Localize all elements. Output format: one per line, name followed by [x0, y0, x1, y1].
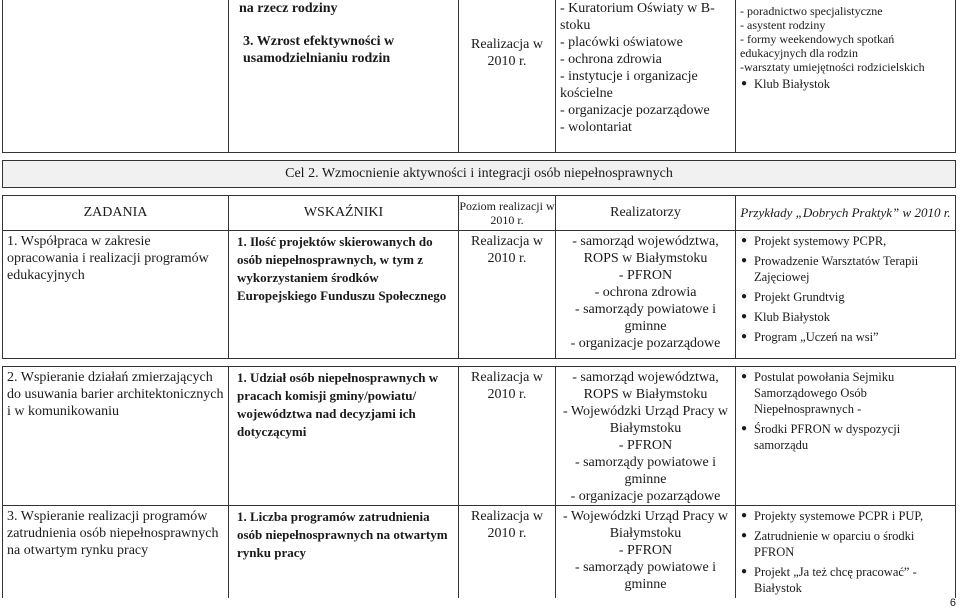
executors-cell — [556, 230, 736, 358]
header-row — [3, 195, 956, 230]
list-item: - PFRON — [618, 542, 673, 558]
list-item: ● Prowadzenie Warsztatów Terapii Zajęciowej — [740, 253, 951, 285]
list-item: ● Klub Białystok — [740, 309, 951, 325]
indicator-text-2: 3. Wzrost efektywności w usamodzielnianiu rodzin — [243, 34, 395, 66]
list-item: ● Postulat powołania Sejmiku Samorządowego Osób Niepełnosprawnych - — [740, 369, 951, 417]
task-text: 1. Współpraca w zakresie opracowania i realizacji programów edukacyjnych — [7, 233, 209, 283]
table-row — [3, 505, 956, 598]
table-row — [3, 366, 956, 505]
list-item: - PFRON — [618, 437, 673, 453]
goal-title: Cel 2. Wzmocnienie aktywności i integracji osób niepełnosprawnych — [3, 160, 956, 187]
indicator-text: 1. Udział osób niepełnosprawnych w pracach komisji gminy/powiatu/ województwa nad decyzjami ich dotyczącymi — [237, 369, 439, 439]
list-item: - ochrona zdrowia — [560, 52, 662, 67]
list-item: - Kuratorium Oświaty w B-stoku — [560, 1, 715, 33]
list-item: - organizacje pozarządowe — [570, 335, 721, 351]
list-item: - samorządy powiatowe i gminne — [574, 559, 717, 592]
list-item: - samorządy powiatowe i gminne — [574, 301, 717, 334]
task-cell-empty — [3, 0, 229, 152]
indicator-text-1: na rzecz rodziny — [239, 1, 338, 16]
list-item: - wolontariat — [560, 120, 632, 135]
list-item: - organizacje pozarządowe — [560, 103, 710, 118]
level-cell — [459, 505, 556, 598]
table-row — [3, 0, 956, 152]
list-item: ● Klub Białystok — [740, 76, 955, 92]
indicator-cell — [229, 230, 459, 358]
list-item: - organizacje pozarządowe — [570, 488, 721, 504]
list-item: - PFRON — [618, 267, 673, 283]
list-item: - poradnictwo specjalistyczne — [740, 4, 883, 18]
header-level: Poziom realizacji w 2010 r. — [459, 195, 556, 230]
list-item: - samorząd województwa, ROPS w Białymstoku — [572, 233, 719, 266]
header-tasks: ZADANIA — [3, 195, 229, 230]
examples-cell — [736, 505, 956, 598]
examples-cell — [736, 0, 956, 152]
list-item: - placówki oświatowe — [560, 35, 683, 50]
list-item: - instytucje i organizacje kościelne — [560, 69, 698, 101]
list-item: - ochrona zdrowia — [594, 284, 697, 300]
list-item: ● Projekt „Ja też chcę pracować” - Białystok — [740, 564, 951, 596]
task-text: 3. Wspieranie realizacji programów zatrudnienia osób niepełnosprawnych na otwartym rynku pracy — [7, 508, 219, 558]
task-cell — [3, 366, 229, 505]
level-cell — [459, 230, 556, 358]
indicator-text: 1. Ilość projektów skierowanych do osób niepełnosprawnych, w tym z wykorzystaniem środków Europejskiego Funduszu Społecznego — [237, 233, 447, 303]
level-text: Realizacja w 2010 r. — [471, 369, 543, 402]
list-item: ● Zatrudnienie w oparciu o środki PFRON — [740, 528, 951, 560]
header-examples: Przykłady „Dobrych Praktyk” w 2010 r. — [736, 195, 956, 230]
task-text: 2. Wspieranie działań zmierzających do usuwania barier architektonicznych i w komunikowaniu — [7, 369, 224, 419]
level-cell — [459, 366, 556, 505]
list-item: - samorząd województwa, ROPS w Białymstoku — [572, 369, 719, 402]
executors-cell — [556, 0, 736, 152]
list-item: - formy weekendowych spotkań edukacyjnych dla rodzin — [740, 32, 895, 60]
level-text: Realizacja w 2010 r. — [471, 508, 543, 541]
examples-cell — [736, 366, 956, 505]
report-table — [2, 0, 956, 598]
list-item: ● Środki PFRON w dyspozycji samorządu — [740, 421, 951, 453]
header-indicators: WSKAŹNIKI — [229, 195, 459, 230]
list-item: ● Projekt systemowy PCPR, — [740, 233, 951, 249]
level-text: Realizacja w 2010 r. — [471, 37, 543, 69]
list-item: ● Program „Uczeń na wsi” — [740, 329, 951, 345]
indicator-cell — [229, 0, 459, 152]
task-cell — [3, 230, 229, 358]
list-item: - samorządy powiatowe i gminne — [574, 454, 717, 487]
task-cell — [3, 505, 229, 598]
executors-cell — [556, 505, 736, 598]
indicator-cell — [229, 366, 459, 505]
executors-cell — [556, 366, 736, 505]
goal-row — [3, 160, 956, 187]
list-item: - Wojewódzki Urząd Pracy w Białymstoku — [562, 403, 728, 436]
page-number: 6 — [949, 597, 956, 609]
examples-cell — [736, 230, 956, 358]
list-item: ● Projekty systemowe PCPR i PUP, — [740, 508, 951, 524]
level-text: Realizacja w 2010 r. — [471, 233, 543, 266]
list-item: -warsztaty umiejętności rodzicielskich — [740, 60, 925, 74]
indicator-text: 1. Liczba programów zatrudnienia osób niepełnosprawnych na otwartym rynku pracy — [237, 508, 448, 560]
table-row — [3, 230, 956, 358]
indicator-cell — [229, 505, 459, 598]
list-item: - asystent rodziny — [740, 18, 826, 32]
list-item: ● Projekt Grundtvig — [740, 289, 951, 305]
list-item: - Wojewódzki Urząd Pracy w Białymstoku — [562, 508, 728, 541]
level-cell — [459, 0, 556, 152]
header-executors: Realizatorzy — [556, 195, 736, 230]
